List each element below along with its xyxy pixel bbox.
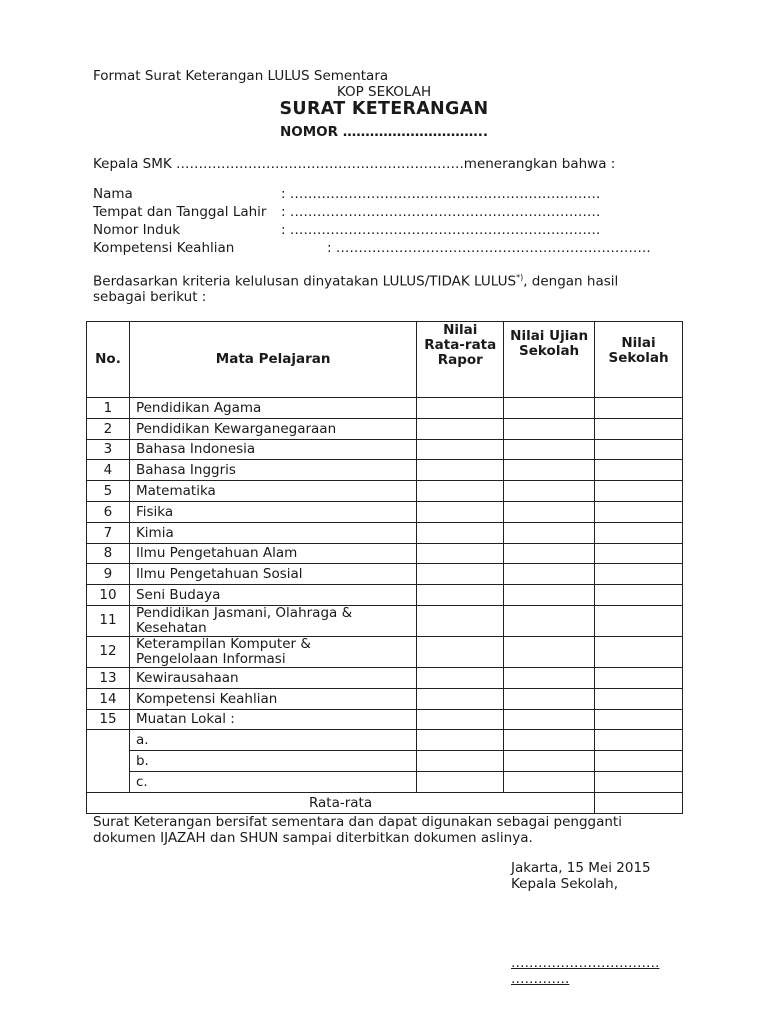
row-subject: Pendidikan Agama <box>129 398 416 419</box>
muatan-lokal-item: a. <box>129 730 416 751</box>
cell-sekolah[interactable] <box>595 636 683 667</box>
row-subject: Kimia <box>129 522 416 543</box>
cell-rapor[interactable] <box>417 543 504 564</box>
muatan-lokal-row <box>87 730 683 751</box>
footnote-mark: *) <box>516 273 524 282</box>
signature-name-line: …………………………… <box>511 955 660 971</box>
cell-rapor[interactable] <box>417 564 504 585</box>
row-number: 4 <box>87 460 130 481</box>
cell-rapor[interactable] <box>417 709 504 730</box>
signature-role: Kepala Sekolah, <box>511 876 618 892</box>
closing-line-2: dokumen IJAZAH dan SHUN sampai diterbitkan dokumen aslinya. <box>93 830 533 846</box>
cell-ujian[interactable] <box>504 501 595 522</box>
cell-sekolah[interactable] <box>595 771 683 792</box>
field-value-nomor-induk: : …………………………………………………………… <box>281 222 601 238</box>
header-subject: Mata Pelajaran <box>129 322 416 398</box>
table-row <box>87 564 683 585</box>
header-no: No. <box>87 322 130 398</box>
cell-rapor[interactable] <box>417 667 504 688</box>
cell-rapor[interactable] <box>417 418 504 439</box>
cell-ujian[interactable] <box>504 418 595 439</box>
average-label: Rata-rata <box>87 792 595 813</box>
cell-ujian[interactable] <box>504 667 595 688</box>
cell-ujian[interactable] <box>504 522 595 543</box>
signature-nip-line: …………. <box>511 971 570 987</box>
row-subject: Seni Budaya <box>129 585 416 606</box>
muatan-lokal-item: b. <box>129 751 416 772</box>
signature-place-date: Jakarta, 15 Mei 2015 <box>511 860 651 876</box>
row-subject: Pendidikan Jasmani, Olahraga & Kesehatan <box>129 605 416 636</box>
closing-line-1: Surat Keterangan bersifat sementara dan dapat digunakan sebagai pengganti <box>93 814 622 830</box>
format-caption: Format Surat Keterangan LULUS Sementara <box>93 68 389 84</box>
cell-sekolah[interactable] <box>595 667 683 688</box>
cell-sekolah[interactable] <box>595 543 683 564</box>
cell-rapor[interactable] <box>417 636 504 667</box>
row-subject: Fisika <box>129 501 416 522</box>
cell-sekolah[interactable] <box>595 418 683 439</box>
row-subject: Keterampilan Komputer & Pengelolaan Informasi <box>129 636 416 667</box>
cell-average-sekolah[interactable] <box>595 792 683 813</box>
header-nilai-ujian: Nilai Ujian Sekolah <box>504 322 595 398</box>
row-subject: Bahasa Indonesia <box>129 439 416 460</box>
cell-sekolah[interactable] <box>595 605 683 636</box>
row-subject: Matematika <box>129 481 416 502</box>
cell-ujian[interactable] <box>504 709 595 730</box>
field-value-ttl: : …………………………………………………………… <box>281 204 601 220</box>
table-row <box>87 460 683 481</box>
cell-ujian[interactable] <box>504 605 595 636</box>
table-header-row <box>87 322 683 398</box>
cell-rapor[interactable] <box>417 688 504 709</box>
cell-ujian[interactable] <box>504 543 595 564</box>
table-row <box>87 636 683 667</box>
table-row <box>87 688 683 709</box>
cell-rapor[interactable] <box>417 501 504 522</box>
cell-rapor[interactable] <box>417 398 504 419</box>
header-nilai-rapor: Nilai Rata-rata Rapor <box>417 322 504 398</box>
field-label-kompetensi: Kompetensi Keahlian <box>93 240 235 256</box>
table-row <box>87 481 683 502</box>
document-number: NOMOR ………………………….. <box>279 124 489 140</box>
field-label-nomor-induk: Nomor Induk <box>93 222 181 238</box>
kepala-statement: Kepala SMK ……………………………………………………….menerangkan bahwa : <box>93 156 616 172</box>
muatan-lokal-row <box>87 751 683 772</box>
row-number: 3 <box>87 439 130 460</box>
row-subject: Kompetensi Keahlian <box>129 688 416 709</box>
row-subject: Pendidikan Kewarganegaraan <box>129 418 416 439</box>
cell-sekolah[interactable] <box>595 522 683 543</box>
table-row <box>87 439 683 460</box>
cell-ujian[interactable] <box>504 636 595 667</box>
criteria-text: Berdasarkan kriteria kelulusan dinyatakan LULUS/TIDAK LULUS <box>93 273 517 290</box>
row-number: 13 <box>87 667 130 688</box>
row-subject: Ilmu Pengetahuan Alam <box>129 543 416 564</box>
table-row <box>87 585 683 606</box>
cell-rapor[interactable] <box>417 771 504 792</box>
cell-sekolah[interactable] <box>595 751 683 772</box>
cell-rapor[interactable] <box>417 751 504 772</box>
row-number: 7 <box>87 522 130 543</box>
table-row <box>87 501 683 522</box>
cell-ujian[interactable] <box>504 730 595 751</box>
row-subject: Bahasa Inggris <box>129 460 416 481</box>
field-label-nama: Nama <box>93 186 133 202</box>
table-row <box>87 709 683 730</box>
cell-ujian[interactable] <box>504 398 595 419</box>
header-nilai-sekolah: Nilai Sekolah <box>595 322 683 398</box>
average-row <box>87 792 683 813</box>
row-number: 10 <box>87 585 130 606</box>
grades-table <box>86 321 683 814</box>
muatan-lokal-row <box>87 771 683 792</box>
row-number: 5 <box>87 481 130 502</box>
cell-rapor[interactable] <box>417 439 504 460</box>
field-value-nama: : …………………………………………………………… <box>281 186 601 202</box>
muatan-lokal-item: c. <box>129 771 416 792</box>
cell-ujian[interactable] <box>504 460 595 481</box>
row-number: 15 <box>87 709 130 730</box>
cell-sekolah[interactable] <box>595 688 683 709</box>
row-subject: Ilmu Pengetahuan Sosial <box>129 564 416 585</box>
row-number: 1 <box>87 398 130 419</box>
criteria-text-end: , dengan hasil <box>523 273 619 290</box>
table-row <box>87 543 683 564</box>
field-label-ttl: Tempat dan Tanggal Lahir <box>93 204 267 220</box>
row-number-empty <box>87 730 130 792</box>
cell-sekolah[interactable] <box>595 709 683 730</box>
cell-sekolah[interactable] <box>595 481 683 502</box>
row-number: 11 <box>87 605 130 636</box>
table-row <box>87 667 683 688</box>
cell-rapor[interactable] <box>417 481 504 502</box>
cell-ujian[interactable] <box>504 564 595 585</box>
cell-rapor[interactable] <box>417 522 504 543</box>
cell-ujian[interactable] <box>504 439 595 460</box>
row-number: 14 <box>87 688 130 709</box>
row-number: 6 <box>87 501 130 522</box>
cell-sekolah[interactable] <box>595 564 683 585</box>
table-row <box>87 418 683 439</box>
cell-sekolah[interactable] <box>595 730 683 751</box>
row-number: 2 <box>87 418 130 439</box>
cell-rapor[interactable] <box>417 460 504 481</box>
cell-ujian[interactable] <box>504 751 595 772</box>
table-row <box>87 605 683 636</box>
cell-sekolah[interactable] <box>595 439 683 460</box>
cell-ujian[interactable] <box>504 481 595 502</box>
cell-rapor[interactable] <box>417 605 504 636</box>
cell-sekolah[interactable] <box>595 398 683 419</box>
table-row <box>87 522 683 543</box>
field-value-kompetensi: : ……………………………………………………………. <box>327 240 651 256</box>
kop-sekolah: KOP SEKOLAH <box>336 84 432 100</box>
row-number: 8 <box>87 543 130 564</box>
criteria-line-1 <box>93 273 618 290</box>
criteria-line-2: sebagai berikut : <box>93 289 207 305</box>
cell-sekolah[interactable] <box>595 585 683 606</box>
cell-sekolah[interactable] <box>595 501 683 522</box>
row-subject: Muatan Lokal : <box>129 709 416 730</box>
row-number: 12 <box>87 636 130 667</box>
cell-ujian[interactable] <box>504 771 595 792</box>
cell-ujian[interactable] <box>504 585 595 606</box>
cell-sekolah[interactable] <box>595 460 683 481</box>
cell-rapor[interactable] <box>417 730 504 751</box>
document-title: SURAT KETERANGAN <box>279 99 489 119</box>
table-row <box>87 398 683 419</box>
row-subject: Kewirausahaan <box>129 667 416 688</box>
cell-rapor[interactable] <box>417 585 504 606</box>
row-number: 9 <box>87 564 130 585</box>
cell-ujian[interactable] <box>504 688 595 709</box>
